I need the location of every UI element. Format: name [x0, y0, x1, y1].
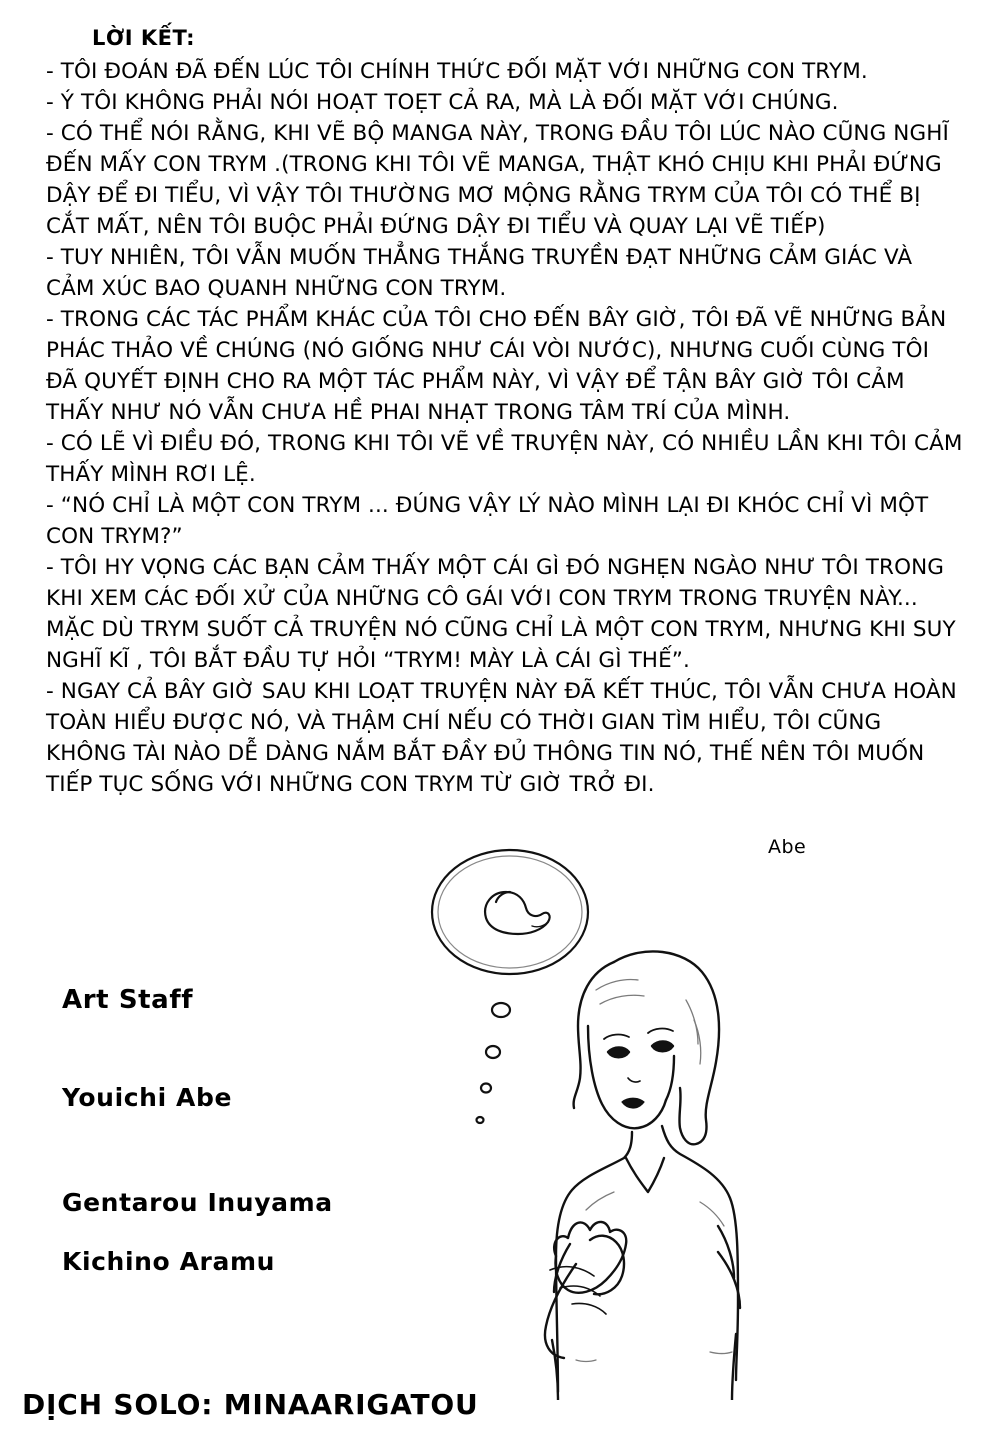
afterword-paragraph: - TRONG CÁC TÁC PHẨM KHÁC CỦA TÔI CHO ĐẾN BÂY GIỜ, TÔI ĐÃ VẼ NHỮNG BẢN PHÁC THẢO VỀ CHÚNG (NÓ GIỐNG NHƯ CÁI VÒI NƯỚC), NHƯNG CUỐI CÙNG TÔI ĐÃ QUYẾT ĐỊNH CHO RA MỘT TÁC PHẨM NÀY, VÌ VẬY ĐỂ TẬN BÂY GIỜ TÔI CẢM THẤY NHƯ NÓ VẪN CHƯA HỀ PHAI NHẠT TRONG TÂM TRÍ CỦA MÌNH.	[46, 307, 947, 425]
author-signature: Abe	[768, 836, 807, 858]
afterword-paragraph: - Ý TÔI KHÔNG PHẢI NÓI HOẠT TOẸT CẢ RA, MÀ LÀ ĐỐI MẶT VỚI CHÚNG.	[46, 90, 839, 115]
afterword-paragraph: - CÓ LẼ VÌ ĐIỀU ĐÓ, TRONG KHI TÔI VẼ VỀ TRUYỆN NÀY, CÓ NHIỀU LẦN KHI TÔI CẢM THẤY MÌNH RƠI LỆ.	[46, 431, 963, 487]
translator-credit: DỊCH SOLO: MINAARIGATOU	[22, 1388, 479, 1421]
afterword-paragraph: - TÔI HY VỌNG CÁC BẠN CẢM THẤY MỘT CÁI GÌ ĐÓ NGHẸN NGÀO NHƯ TÔI TRONG KHI XEM CÁC ĐỐI XỬ CỦA NHỮNG CÔ GÁI VỚI CON TRYM TRONG TRUYỆN NÀY...	[46, 555, 945, 611]
afterword-paragraph: - NGAY CẢ BÂY GIỜ SAU KHI LOẠT TRUYỆN NÀY ĐÃ KẾT THÚC, TÔI VẪN CHƯA HOÀN TOÀN HIỂU ĐƯỢC NÓ, VÀ THẬM CHÍ NẾU CÓ THỜI GIAN TÌM HIỂU, TÔI CŨNG KHÔNG TÀI NÀO DỄ DÀNG NẮM BẮT ĐẦY ĐỦ THÔNG TIN NÓ, THẾ NÊN TÔI MUỐN TIẾP TỤC SỐNG VỚI NHỮNG CON TRYM TỪ GIỜ TRỞ ĐI.	[46, 679, 957, 797]
afterword-paragraph: - “NÓ CHỈ LÀ MỘT CON TRYM ... ĐÚNG VẬY LÝ NÀO MÌNH LẠI ĐI KHÓC CHỈ VÌ MỘT CON TRYM?”	[46, 493, 929, 549]
afterword-paragraph: - TÔI ĐOÁN ĐÃ ĐẾN LÚC TÔI CHÍNH THỨC ĐỐI MẶT VỚI NHỮNG CON TRYM.	[46, 59, 868, 84]
afterword-title: LỜI KẾT:	[92, 26, 196, 50]
art-staff-credits	[62, 985, 482, 1288]
credit-name: Gentarou Inuyama	[62, 1188, 333, 1217]
credit-name: Kichino Aramu	[62, 1247, 276, 1276]
afterword-block	[46, 26, 966, 800]
credits-heading: Art Staff	[62, 985, 194, 1015]
afterword-paragraph: - CÓ THỂ NÓI RẰNG, KHI VẼ BỘ MANGA NÀY, TRONG ĐẦU TÔI LÚC NÀO CŨNG NGHĨ ĐẾN MẤY CON TRYM .(TRONG KHI TÔI VẼ MANGA, THẬT KHÓ CHỊU KHI PHẢI ĐỨNG DẬY ĐỂ ĐI TIỂU, VÌ VẬY TÔI THƯỜNG MƠ MỘNG RẰNG TRYM CỦA TÔI CÓ THỂ BỊ CẮT MẤT, NÊN TÔI BUỘC PHẢI ĐỨNG DẬY ĐI TIỂU VÀ QUAY LẠI VẼ TIẾP)	[46, 121, 949, 239]
afterword-paragraph: - TUY NHIÊN, TÔI VẪN MUỐN THẲNG THẮNG TRUYỀN ĐẠT NHỮNG CẢM GIÁC VÀ CẢM XÚC BAO QUANH NHỮNG CON TRYM.	[46, 245, 913, 301]
credit-name: Youichi Abe	[62, 1083, 233, 1112]
afterword-paragraph: MẶC DÙ TRYM SUỐT CẢ TRUYỆN NÓ CŨNG CHỈ LÀ MỘT CON TRYM, NHƯNG KHI SUY NGHĨ KĨ , TÔI BẮT ĐẦU TỰ HỎI “TRYM! MÀY LÀ CÁI GÌ THẾ”.	[46, 617, 956, 673]
